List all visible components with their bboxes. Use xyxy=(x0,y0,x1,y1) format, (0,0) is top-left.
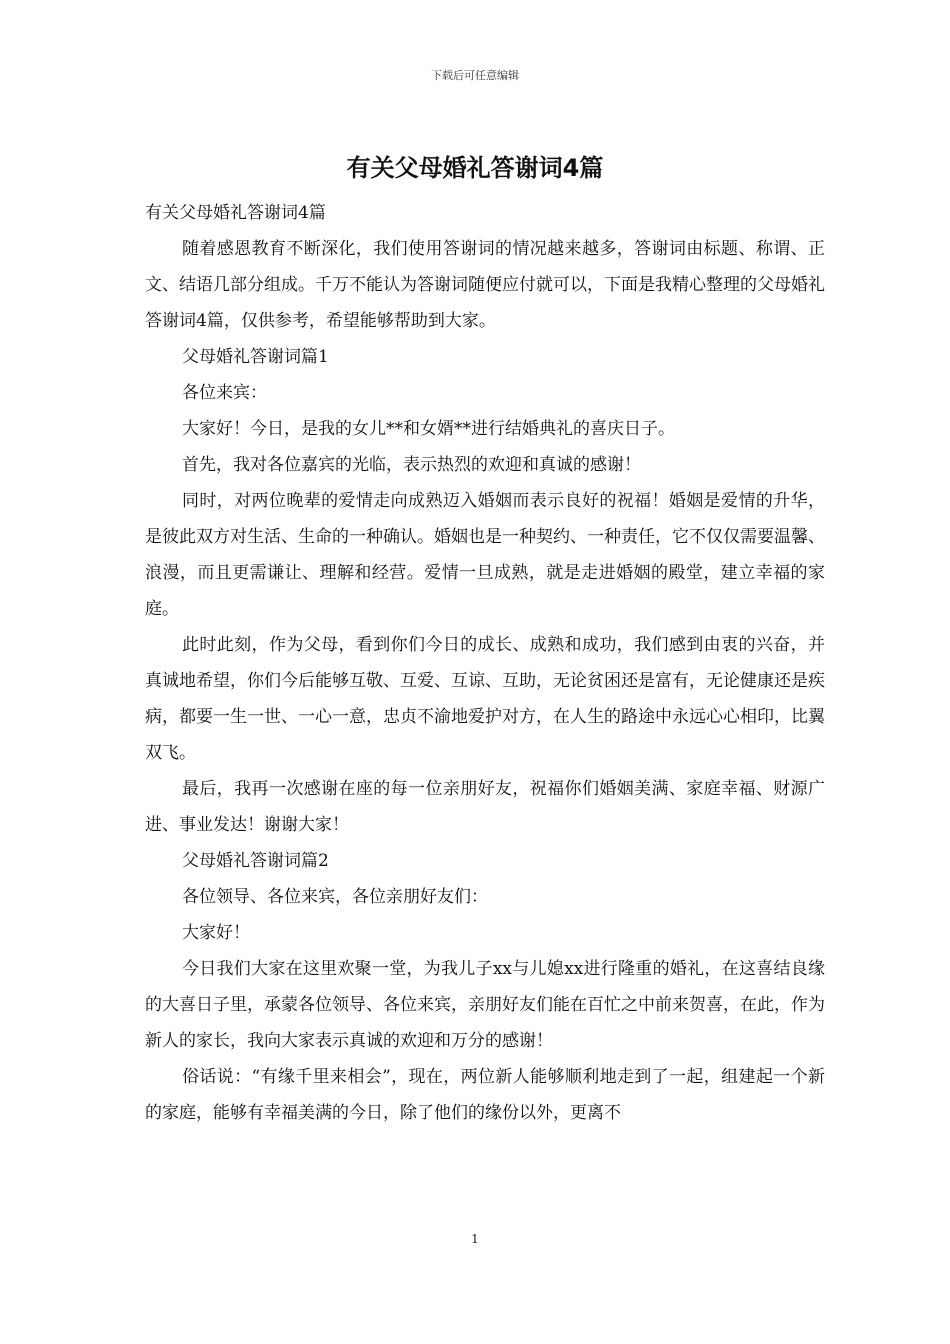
paragraph-intro: 随着感恩教育不断深化，我们使用答谢词的情况越来越多，答谢词由标题、称谓、正文、结语几部分组成。千万不能认为答谢词随便应付就可以，下面是我精心整理的父母婚礼答谢词4篇，仅供参考，希望能够帮助到大家。 xyxy=(145,239,825,331)
paragraph: 首先，我对各位嘉宾的光临，表示热烈的欢迎和真诚的感谢！ xyxy=(182,455,641,475)
section-heading-1: 父母婚礼答谢词篇1 xyxy=(182,347,329,367)
paragraph: 各位领导、各位来宾，各位亲朋好友们： xyxy=(182,887,488,907)
paragraph: 最后，我再一次感谢在座的每一位亲朋好友，祝福你们婚姻美满、家庭幸福、财源广进、事业发达！谢谢大家！ xyxy=(145,779,825,835)
document-body xyxy=(145,195,825,1131)
paragraph: 大家好！今日，是我的女儿**和女婿**进行结婚典礼的喜庆日子。 xyxy=(182,419,675,439)
header-note: 下载后可任意编辑 xyxy=(431,69,519,82)
paragraph: 同时，对两位晚辈的爱情走向成熟迈入婚姻而表示良好的祝福！婚姻是爱情的升华，是彼此双方对生活、生命的一种确认。婚姻也是一种契约、一种责任，它不仅仅需要温馨、浪漫，而且更需谦让、理解和经营。爱情一旦成熟，就是走进婚姻的殿堂，建立幸福的家庭。 xyxy=(145,491,825,619)
document-title: 有关父母婚礼答谢词4篇 xyxy=(346,154,604,182)
paragraph: 各位来宾： xyxy=(182,383,267,403)
paragraph: 今日我们大家在这里欢聚一堂，为我儿子xx与儿媳xx进行隆重的婚礼，在这喜结良缘的大喜日子里，承蒙各位领导、各位来宾，亲朋好友们能在百忙之中前来贺喜，在此，作为新人的家长，我向大家表示真诚的欢迎和万分的感谢！ xyxy=(145,959,825,1051)
section-heading-2: 父母婚礼答谢词篇2 xyxy=(182,851,329,871)
paragraph: 此时此刻，作为父母，看到你们今日的成长、成熟和成功，我们感到由衷的兴奋，并真诚地希望，你们今后能够互敬、互爱、互谅、互助，无论贫困还是富有，无论健康还是疾病，都要一生一世、一心一意，忠贞不渝地爱护对方，在人生的路途中永远心心相印，比翼双飞。 xyxy=(145,635,825,763)
paragraph-subtitle: 有关父母婚礼答谢词4篇 xyxy=(145,203,326,223)
paragraph: 大家好！ xyxy=(182,923,250,943)
paragraph: 俗话说：“有缘千里来相会”，现在，两位新人能够顺利地走到了一起，组建起一个新的家庭，能够有幸福美满的今日，除了他们的缘份以外，更离不 xyxy=(145,1067,825,1123)
page-number: 1 xyxy=(471,1232,479,1246)
